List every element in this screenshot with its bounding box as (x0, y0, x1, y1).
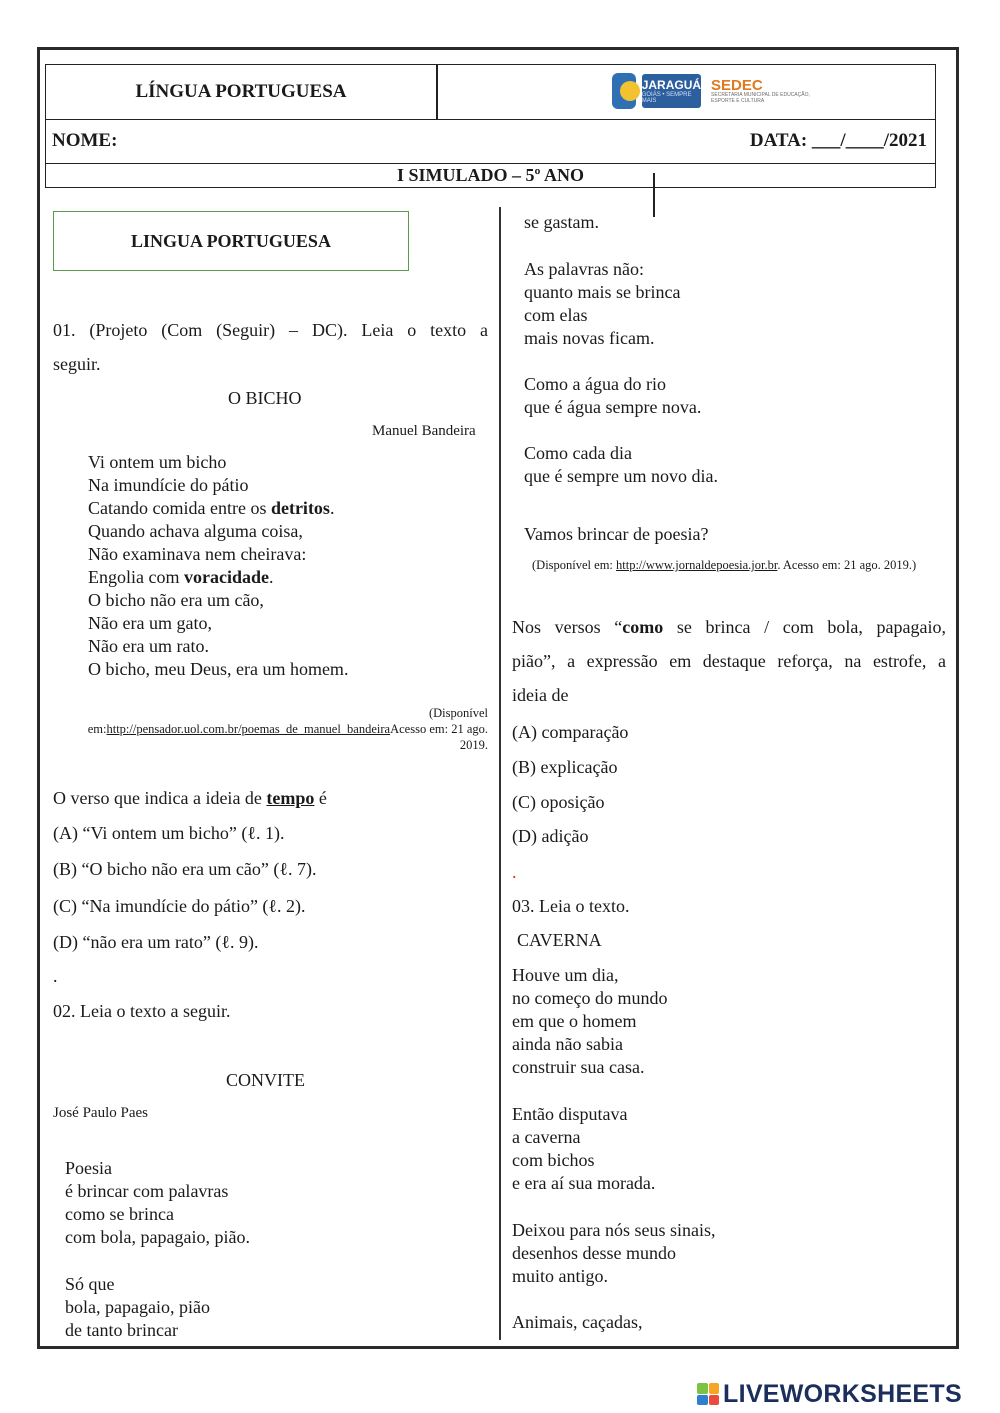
column-divider (499, 207, 501, 1340)
poem-line: As palavras não: (524, 259, 644, 279)
poem-line: muito antigo. (512, 1266, 608, 1286)
poem-line: Não examinava nem cheirava: (88, 544, 307, 564)
header-row-exam (46, 163, 935, 187)
poem-line: mais novas ficam. (524, 328, 655, 348)
q2-poem-right-stanza2 (524, 373, 701, 419)
poem-line: Quando achava alguma coisa, (88, 521, 303, 541)
poem-line: Na imundície do pátio (88, 475, 249, 495)
q2-poem-author: José Paulo Paes (53, 1105, 148, 1121)
poem-line: a caverna (512, 1127, 581, 1147)
q1-question: O verso que indica a ideia de tempo é (53, 788, 327, 808)
q1-poem-author: Manuel Bandeira (372, 423, 476, 439)
poem-line: com bola, papagaio, pião. (65, 1227, 250, 1247)
section-title-box: LINGUA PORTUGUESA (53, 211, 409, 271)
poem-line: Como cada dia (524, 443, 632, 463)
q3-poem-title: CAVERNA (517, 930, 602, 950)
q2-poem-right-l1: se gastam. (524, 212, 599, 232)
poem-line: ainda não sabia (512, 1034, 623, 1054)
q1-dot: . (53, 966, 58, 986)
poem-line: como se brinca (65, 1204, 174, 1224)
poem-line: O bicho não era um cão, (88, 590, 264, 610)
q3-poem-stanza1 (512, 964, 667, 1079)
q2-option-c[interactable]: (C) oposição (512, 792, 605, 812)
q2-dot: . (512, 862, 517, 882)
q2-source-link[interactable]: http://www.jornaldepoesia.jor.br (616, 558, 778, 572)
poem-line: Deixou para nós seus sinais, (512, 1220, 716, 1240)
q2-poem-right-stanza (524, 258, 680, 350)
poem-line: Não era um gato, (88, 613, 212, 633)
poem-line: Não era um rato. (88, 636, 209, 656)
header-table (45, 64, 936, 188)
q2-poem-title: CONVITE (226, 1070, 305, 1090)
q2-option-b[interactable]: (B) explicação (512, 757, 618, 777)
q3-poem-line-13: Animais, caçadas, (512, 1312, 643, 1332)
q3-intro: 03. Leia o texto. (512, 896, 630, 916)
poem-line: Vi ontem um bicho (88, 452, 227, 472)
poem-line: de tanto brincar (65, 1320, 178, 1340)
q1-poem (88, 451, 348, 681)
jaragua-logo: JARAGUÁ GOIÁS • SEMPRE MAIS (642, 74, 701, 108)
name-label: NOME: (52, 130, 118, 151)
exam-title: I SIMULADO – 5º ANO (397, 164, 584, 185)
q2-poem-left (65, 1157, 250, 1249)
q2-poem-right-last: Vamos brincar de poesia? (524, 524, 709, 544)
q2-source: (Disponível em: http://www.jornaldepoesia.jor.br. Acesso em: 21 ago. 2019.) (532, 558, 917, 572)
poem-line: desenhos desse mundo (512, 1243, 676, 1263)
q1-option-b[interactable]: (B) “O bicho não era um cão” (ℓ. 7). (53, 859, 317, 879)
poem-line: Catando comida entre os detritos. (88, 498, 335, 518)
sedec-logo: SEDEC SECRETARIA MUNICIPAL DE EDUCAÇÃO, ESPORTE E CULTURA (711, 76, 810, 104)
poem-line: Poesia (65, 1158, 112, 1178)
q2-poem-right-stanza3 (524, 442, 718, 488)
poem-line: com elas (524, 305, 588, 325)
poem-line: que é água sempre nova. (524, 397, 702, 417)
city-crest-icon (612, 73, 636, 109)
q3-poem-stanza3 (512, 1219, 715, 1288)
poem-line: O bicho, meu Deus, era um homem. (88, 659, 349, 679)
q1-option-c[interactable]: (C) “Na imundície do pátio” (ℓ. 2). (53, 896, 306, 916)
date-label: DATA: ___/____/2021 (749, 130, 927, 151)
poem-line: Houve um dia, (512, 965, 619, 985)
poem-line: com bichos (512, 1150, 595, 1170)
q2-intro: 02. Leia o texto a seguir. (53, 1001, 231, 1021)
poem-line: Só que (65, 1274, 115, 1294)
q2-poem-left-stanza2 (65, 1273, 210, 1342)
poem-line: e era aí sua morada. (512, 1173, 656, 1193)
poem-line: no começo do mundo (512, 988, 668, 1008)
poem-line: quanto mais se brinca (524, 282, 681, 302)
q1-intro: 01. (Projeto (Com (Seguir) – DC). Leia o texto a seguir. (53, 320, 488, 374)
school-logo (612, 68, 812, 114)
liveworksheets-logo-icon (697, 1383, 719, 1405)
header-row-name-date (46, 119, 935, 164)
poem-line: que é sempre um novo dia. (524, 466, 718, 486)
q1-poem-title: O BICHO (228, 388, 302, 408)
q2-option-a[interactable]: (A) comparação (512, 722, 629, 742)
poem-line: é brincar com palavras (65, 1181, 229, 1201)
poem-line: Então disputava (512, 1104, 628, 1124)
liveworksheets-watermark: LIVEWORKSHEETS (697, 1380, 993, 1408)
q1-source: (Disponível em:http://pensador.uol.com.br/poemas_de_manuel_bandeiraAcesso em: 21 ago. 2019. (87, 706, 488, 752)
q2-question: Nos versos “como se brinca / com bola, papagaio, pião”, a expressão em destaque reforça, na estrofe, a ideia de (512, 617, 946, 705)
q2-option-d[interactable]: (D) adição (512, 826, 589, 846)
poem-line: em que o homem (512, 1011, 637, 1031)
q1-option-a[interactable]: (A) “Vi ontem um bicho” (ℓ. 1). (53, 823, 285, 843)
header-row-subject (46, 65, 935, 120)
poem-line: bola, papagaio, pião (65, 1297, 210, 1317)
poem-line: Como a água do rio (524, 374, 666, 394)
q3-poem-stanza2 (512, 1103, 655, 1195)
poem-line: Engolia com voracidade. (88, 567, 274, 587)
q1-source-link[interactable]: http://pensador.uol.com.br/poemas_de_manuel_bandeira (106, 722, 391, 736)
q1-option-d[interactable]: (D) “não era um rato” (ℓ. 9). (53, 932, 259, 952)
subject-title: LÍNGUA PORTUGUESA (135, 81, 347, 102)
poem-line: construir sua casa. (512, 1057, 645, 1077)
